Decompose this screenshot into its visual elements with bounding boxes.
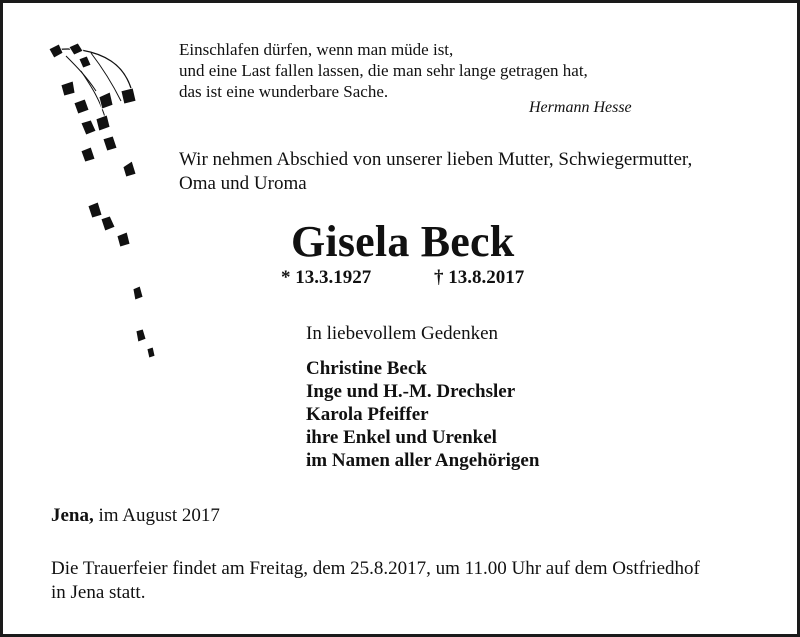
mourner: im Namen aller Angehörigen [306,450,540,471]
place-date [51,505,220,527]
funeral-info [51,557,700,605]
intro-line: Wir nehmen Abschied von unserer lieben Mutter, Schwiegermutter, [179,149,693,170]
place-city: Jena, [51,505,94,526]
mourners-list [306,357,539,472]
birth-date: * 13.3.1927 [281,267,372,288]
death-date: † 13.8.2017 [434,267,525,288]
deceased-name: Gisela Beck [291,217,515,266]
poem-line: und eine Last fallen lassen, die man sehr lange getragen hat, [179,61,588,80]
farewell-intro [179,148,692,196]
poem [179,39,588,102]
funeral-line: in Jena statt. [51,582,146,603]
mourner: Christine Beck [306,358,427,379]
mourner: ihre Enkel und Urenkel [306,427,497,448]
mourner: Karola Pfeiffer [306,404,429,425]
memory-line: In liebevollem Gedenken [306,323,499,344]
poem-line: das ist eine wunderbare Sache. [179,82,389,101]
poem-line: Einschlafen dürfen, wenn man müde ist, [179,40,454,59]
falling-leaves-icon [41,41,171,371]
mourner: Inge und H.-M. Drechsler [306,381,516,402]
funeral-line: Die Trauerfeier findet am Freitag, dem 25.8.2017, um 11.00 Uhr auf dem Ostfriedhof [51,558,700,579]
intro-line: Oma und Uroma [179,173,307,194]
place-month: im August 2017 [93,505,220,526]
poem-author: Hermann Hesse [529,99,632,116]
